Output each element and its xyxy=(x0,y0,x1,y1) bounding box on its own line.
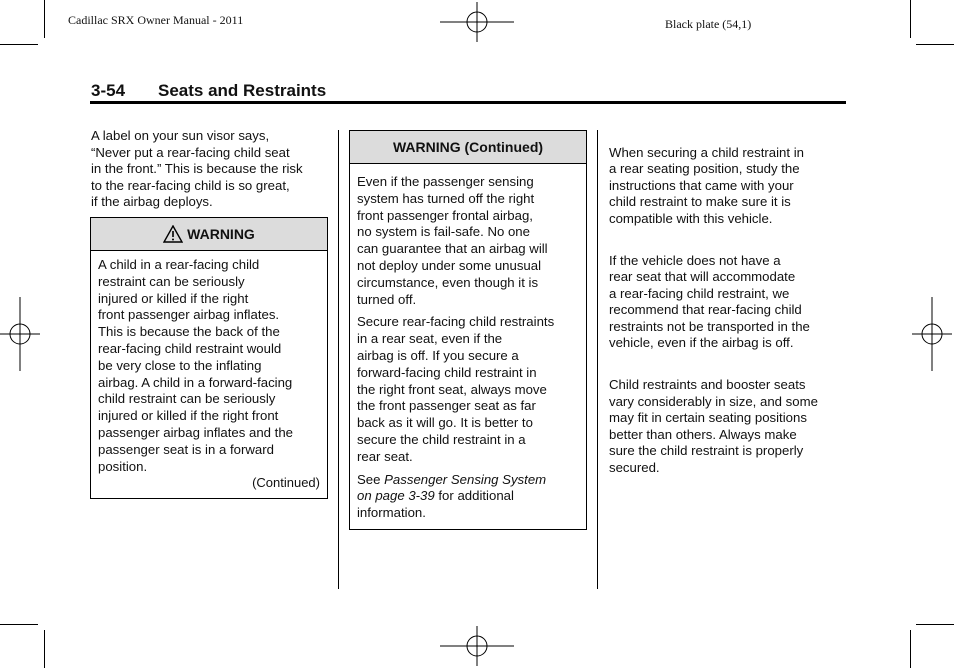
body-paragraph: When securing a child restraint in a rear seating position, study the instructions that came with your child restraint to make sure it is compatible with this vehicle. xyxy=(609,144,804,226)
registration-mark-top xyxy=(440,2,514,42)
warning-box-1 xyxy=(90,217,328,499)
plate-label: Black plate (54,1) xyxy=(665,17,752,31)
column-divider xyxy=(338,130,339,589)
warning-paragraph: Even if the passenger sensing system has turned off the right front passenger frontal airbag, no system is fail-safe. No one can guarantee that an airbag will not deploy under some unusual circumstance, even though it is turned off. xyxy=(357,174,548,307)
col1-intro: A label on your sun visor says, “Never put a rear-facing child seat in the front.” This is because the risk to the rear-facing child is so great, if the airbag deploys. xyxy=(91,128,303,209)
manual-title: Cadillac SRX Owner Manual - 2011 xyxy=(68,13,244,27)
warning-triangle-icon xyxy=(163,225,183,243)
crop-mark xyxy=(0,44,38,45)
warning-body xyxy=(91,251,327,492)
column-divider xyxy=(597,130,598,589)
body-paragraph: Child restraints and booster seats vary considerably in size, and some may fit in certain seating positions better than others. Always make sure the child restraint is properly secured. xyxy=(609,377,818,475)
warning-box-2 xyxy=(349,130,587,530)
crop-mark xyxy=(910,0,911,38)
section-title: Seats and Restraints xyxy=(158,81,327,100)
registration-mark-left xyxy=(0,297,40,371)
warning-paragraph-reference: See Passenger Sensing System on page 3-39 for additional information. xyxy=(357,471,547,521)
page-title xyxy=(91,81,326,101)
title-rule xyxy=(90,101,846,104)
crop-mark xyxy=(44,630,45,668)
crop-mark xyxy=(910,630,911,668)
body-paragraph: If the vehicle does not have a rear seat that will accommodate a rear-facing child restraint, we recommend that rear-facing child restraints not be transported in the vehicle, even if the airbag is off. xyxy=(609,252,810,350)
warning-title: WARNING xyxy=(187,226,255,242)
cross-reference-link[interactable]: Passenger Sensing System on page 3-39 xyxy=(357,471,547,504)
warning-text: A child in a rear-facing child restraint can be seriously injured or killed if the right front passenger airbag inflates. This is because the back of the rear-facing child restraint would be very close to the inflating airbag. A child in a forward-facing child restraint can be seriously injured or killed if the right front passenger airbag inflates and the passenger seat is in a forward position. xyxy=(98,257,294,474)
crop-mark xyxy=(44,0,45,38)
continued-label: (Continued) xyxy=(252,475,320,491)
crop-mark xyxy=(0,624,38,625)
col3-text xyxy=(609,128,849,502)
warning-paragraph: Secure rear-facing child restraints in a rear seat, even if the airbag is off. If you secure a forward-facing child restraint in the right front seat, always move the front passenger seat as far back as it will go. It is better to secure the child restraint in a rear seat. xyxy=(357,314,555,464)
registration-mark-bottom xyxy=(440,626,514,666)
page-number: 3-54 xyxy=(91,81,126,100)
crop-mark xyxy=(916,44,954,45)
registration-mark-right xyxy=(912,297,952,371)
warning-header xyxy=(91,218,327,251)
warning-continued-body xyxy=(350,164,586,522)
crop-mark xyxy=(916,624,954,625)
warning-continued-header: WARNING (Continued) xyxy=(350,131,586,164)
